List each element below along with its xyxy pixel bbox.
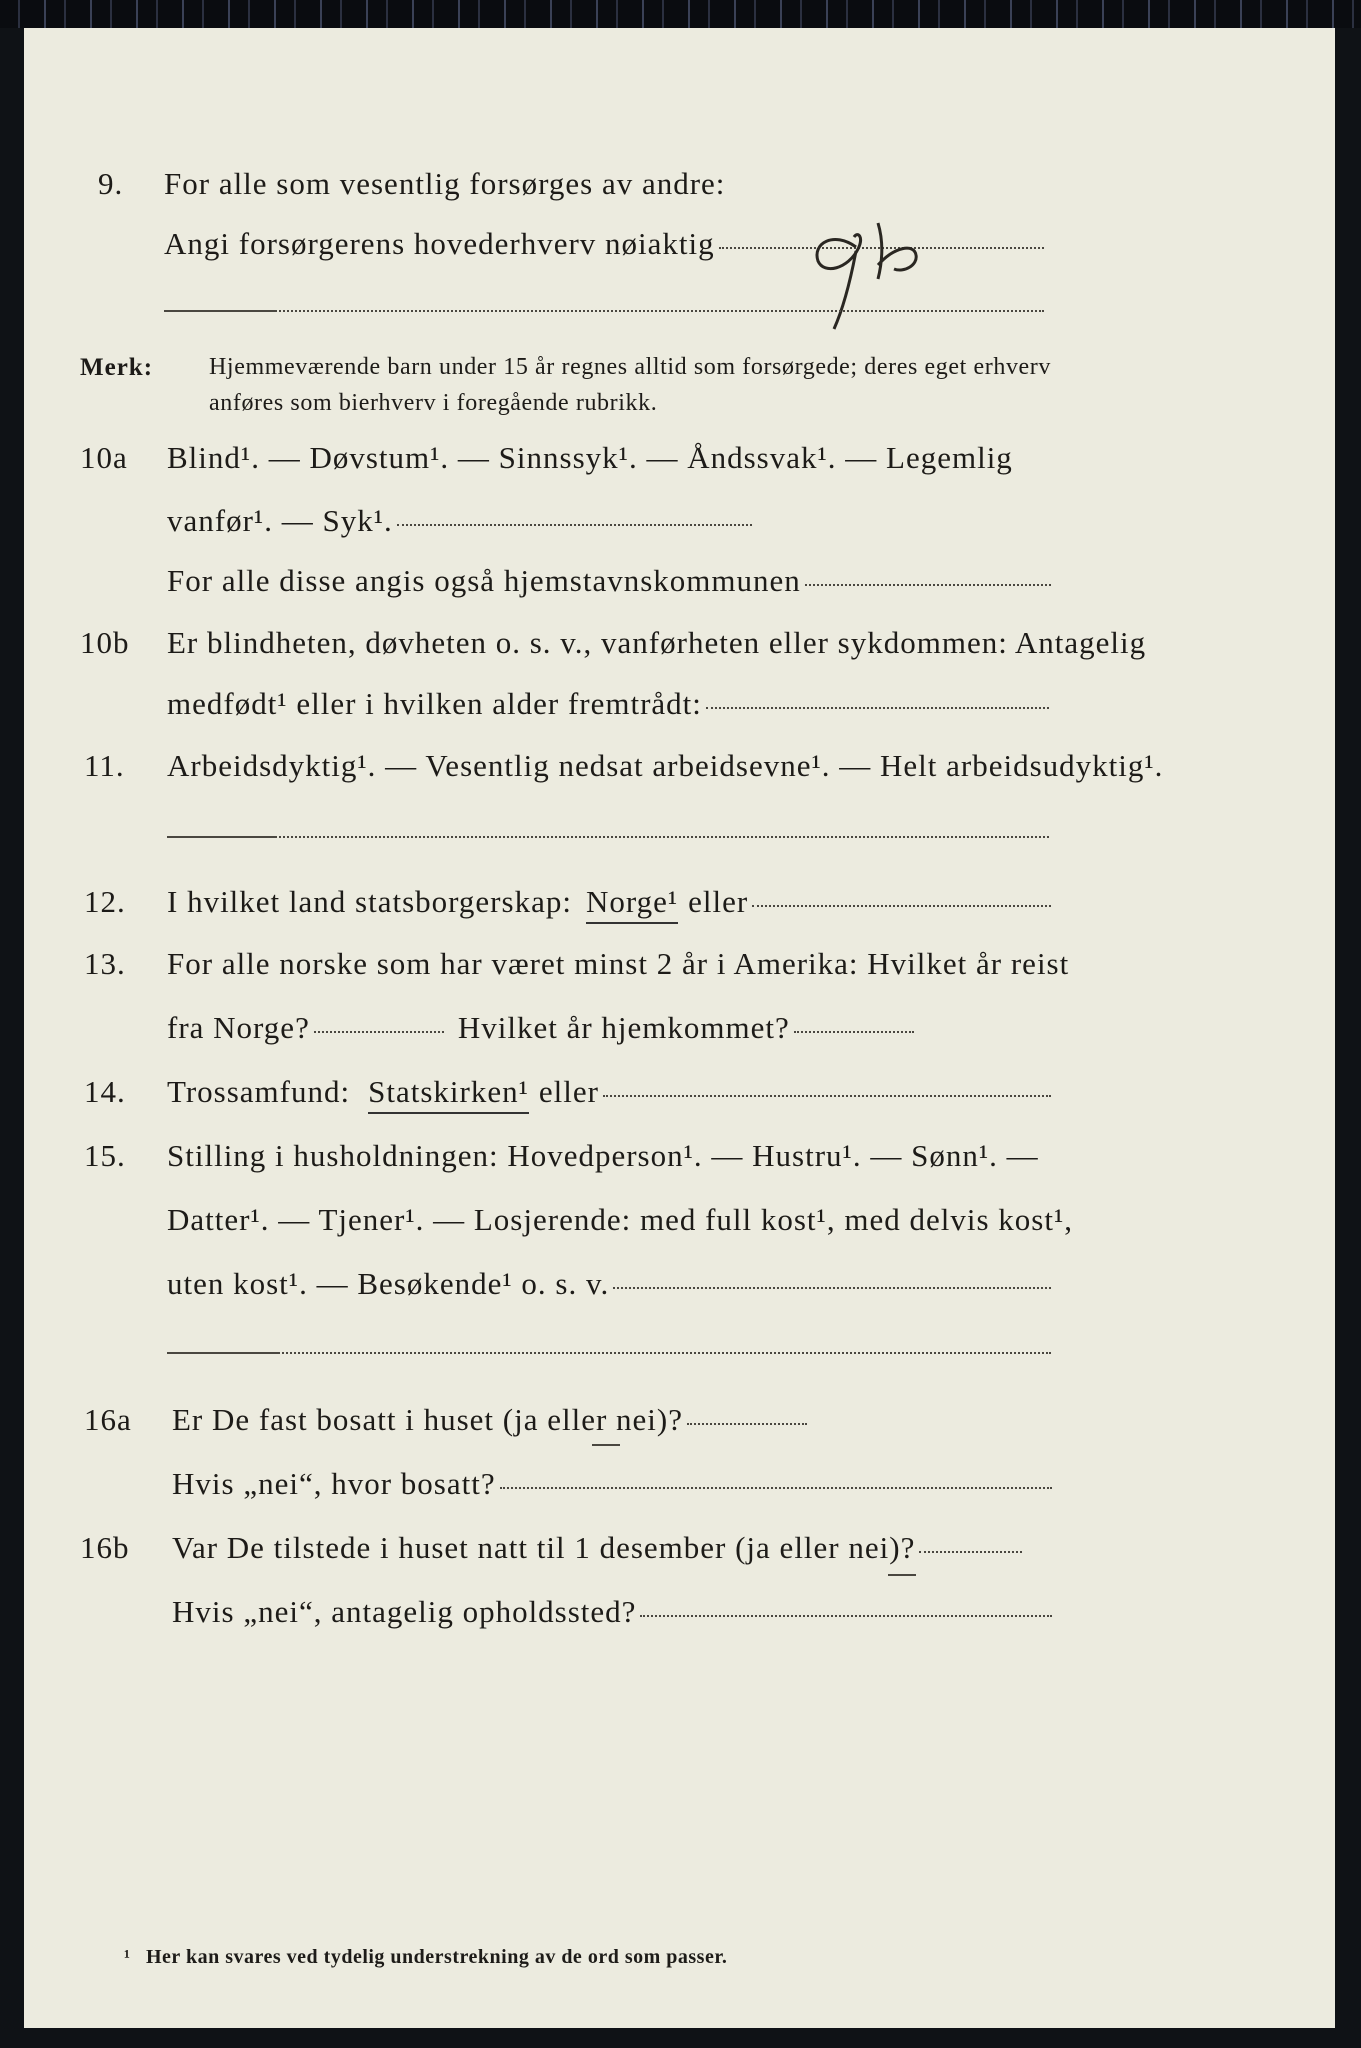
q13-line1-text: For alle norske som har været minst 2 år i Amerika: Hvilket år reist — [167, 946, 1070, 981]
q16a-bosatt-answer-line — [500, 1487, 1052, 1489]
q16b-ja-underline — [888, 1574, 916, 1576]
q13-line2 — [167, 1010, 1017, 1046]
q15-line1 — [167, 1138, 1051, 1174]
merk-label: Merk: — [80, 354, 154, 381]
q15-line3 — [167, 1266, 1051, 1302]
q16a-line2 — [172, 1466, 1052, 1502]
q14-answer-line — [603, 1095, 1051, 1097]
q11-line1 — [167, 748, 1164, 784]
merk-line1: Hjemmeværende barn under 15 år regnes alltid som forsørgede; deres eget erhverv — [209, 354, 1052, 380]
q9-handwritten-text: Ja — [794, 203, 795, 204]
q11-number: 11. — [84, 748, 125, 783]
q14-suffix: eller — [538, 1074, 599, 1109]
q9-line1 — [164, 166, 1034, 202]
footnote-text: Her kan svares ved tydelig understrekning av de ord som passer. — [146, 1946, 728, 1968]
q11-line1-text: Arbeidsdyktig¹. — Vesentlig nedsat arbeidsevne¹. — Helt arbeidsudyktig¹. — [167, 748, 1164, 783]
q9-second-answer-line — [164, 310, 1044, 312]
q12-line — [167, 884, 1051, 924]
q16b-number: 16b — [80, 1530, 130, 1565]
q14-line — [167, 1074, 1051, 1114]
q10a-line1-text: Blind¹. — Døvstum¹. — Sinnssyk¹. — Åndssvak¹. — Legemlig — [167, 440, 1013, 475]
q12-answer-line — [752, 905, 1051, 907]
q10b-line2-text: medfødt¹ eller i hvilken alder fremtrådt: — [167, 686, 702, 721]
q15-answer-line — [613, 1287, 1051, 1289]
q10a-line3-text: For alle disse angis også hjemstavnskommunen — [167, 563, 801, 598]
q13-hjemkommet-answer-line — [794, 1031, 914, 1033]
q15-line1-text: Stilling i husholdningen: Hovedperson¹. — Hustru¹. — Sønn¹. — — [167, 1138, 1039, 1173]
q10a-line1 — [167, 440, 1051, 476]
scan-binding-edge — [0, 0, 1361, 28]
q16b-opholdssted-answer-line — [640, 1615, 1052, 1617]
q12-option-norge-underlined: Norge¹ — [586, 884, 678, 924]
footnote-mark: ¹ — [124, 1946, 131, 1968]
q15-line2-text: Datter¹. — Tjener¹. — Losjerende: med full kost¹, med delvis kost¹, — [167, 1202, 1073, 1237]
q12-suffix: eller — [688, 884, 749, 919]
q13-reist-answer-line — [314, 1031, 444, 1033]
q10a-number: 10a — [80, 440, 128, 475]
q11-short-rule — [167, 836, 275, 838]
q9-handwritten-answer — [794, 203, 974, 353]
q16a-line1-text: Er De fast bosatt i huset (ja eller nei)? — [172, 1402, 683, 1437]
q10b-number: 10b — [80, 625, 130, 660]
q9-line1-text: For alle som vesentlig forsørges av andre: — [164, 166, 726, 201]
q16a-line2-text: Hvis „nei“, hvor bosatt? — [172, 1466, 496, 1501]
q10a-hjemstavn-answer-line — [805, 584, 1051, 586]
q9-short-rule — [164, 310, 276, 312]
q15-short-rule — [167, 1352, 279, 1354]
q13-number: 13. — [84, 946, 126, 981]
q10b-line1 — [167, 625, 1147, 661]
q16b-line2-text: Hvis „nei“, antagelig opholdssted? — [172, 1594, 637, 1629]
q10b-answer-line — [706, 707, 1049, 709]
q10b-line2 — [167, 686, 1049, 722]
q12-prefix: I hvilket land statsborgerskap: — [167, 884, 572, 919]
q13-line2b-text: Hvilket år hjemkommet? — [457, 1010, 790, 1045]
q16a-line1 — [172, 1402, 952, 1438]
q16b-answer-line — [919, 1551, 1022, 1553]
q16b-line1-text: Var De tilstede i huset natt til 1 desember (ja eller nei)? — [172, 1530, 916, 1565]
q16a-answer-line — [687, 1423, 807, 1425]
merk-line2: anføres som bierhverv i foregående rubrikk. — [209, 390, 658, 416]
q15-line3-text: uten kost¹. — Besøkende¹ o. s. v. — [167, 1266, 610, 1301]
q16b-line2 — [172, 1594, 1052, 1630]
q16b-line1 — [172, 1530, 1022, 1566]
q13-line1 — [167, 946, 1070, 982]
q14-prefix: Trossamfund: — [167, 1074, 351, 1109]
q10a-line3 — [167, 563, 1051, 599]
q9-number: 9. — [98, 166, 124, 201]
q12-number: 12. — [84, 884, 126, 919]
q10a-line2-text: vanfør¹. — Syk¹. — [167, 503, 393, 538]
q15-number: 15. — [84, 1138, 126, 1173]
q16a-ja-underline — [592, 1444, 620, 1446]
q16a-number: 16a — [84, 1402, 132, 1437]
q15-second-answer-line — [167, 1352, 1051, 1354]
q14-number: 14. — [84, 1074, 126, 1109]
q11-answer-line — [167, 836, 1049, 838]
census-form-page — [24, 28, 1335, 2028]
q10a-line2 — [167, 503, 1047, 539]
q14-option-statskirken-underlined: Statskirken¹ — [368, 1074, 529, 1114]
q9-line2-text: Angi forsørgerens hovederhverv nøiaktig — [164, 226, 715, 261]
q13-line2a-text: fra Norge? — [167, 1010, 310, 1045]
q10b-line1-text: Er blindheten, døvheten o. s. v., vanførheten eller sykdommen: Antagelig — [167, 625, 1147, 660]
q15-line2 — [167, 1202, 1073, 1238]
q10a-syk-answer-line — [397, 524, 752, 526]
